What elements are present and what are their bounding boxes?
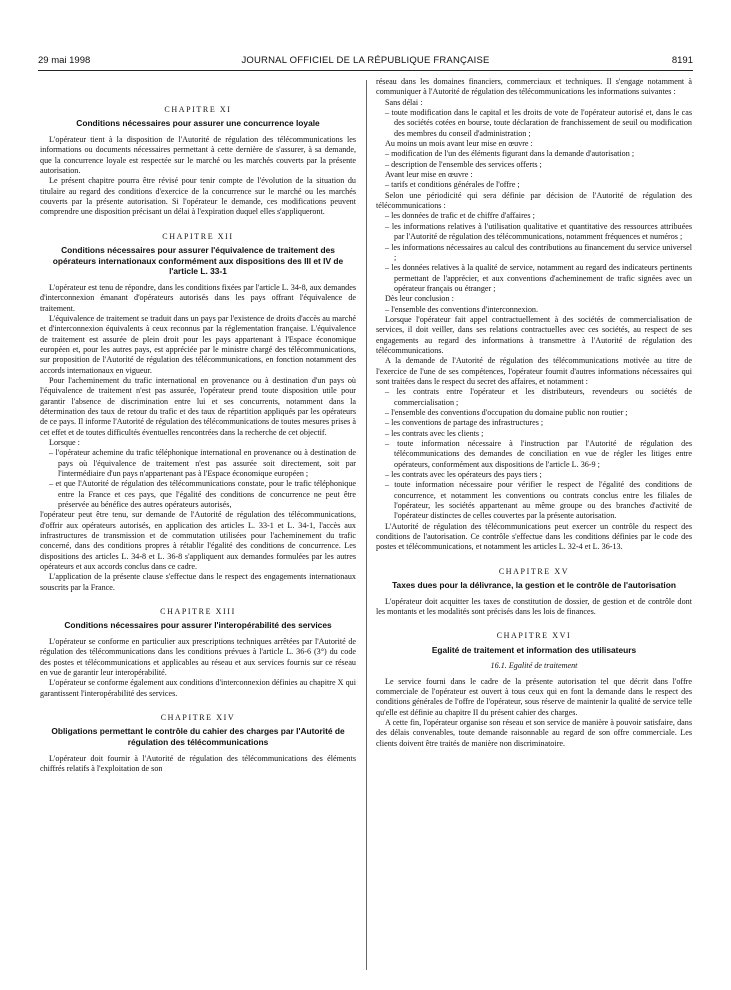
list-item: – les données relatives à la qualité de service, notamment au regard des indicateurs pertinents permettant de l'apprécier, et aux conventions d'acheminement de trafic signées avec un opérateur français ou étranger ; — [385, 263, 692, 293]
list-item: – les contrats entre l'opérateur et les distributeurs, revendeurs ou sociétés de commercialisation ; — [385, 387, 692, 407]
paragraph: A cette fin, l'opérateur organise son réseau et son service de manière à pouvoir satisfaire, dans des délais convenables, toute demande raisonnable au regard de son offre commerciale. Les clients doivent être traités de manière non discriminatoire. — [376, 718, 692, 748]
paragraph: Selon une périodicité qui sera définie par décision de l'Autorité de régulation des télécommunications : — [376, 190, 692, 211]
paragraph: réseau dans les domaines financiers, commerciaux et techniques. Il s'engage notamment à communiquer à l'Autorité de régulation des télécommunications les informations suivantes : — [376, 77, 692, 97]
section-subtitle: 16.1. Egalité de traitement — [490, 661, 578, 671]
journal-title: JOURNAL OFFICIEL DE LA RÉPUBLIQUE FRANÇAISE — [241, 55, 490, 66]
page-number: 8191 — [671, 55, 693, 66]
paragraph: A la demande de l'Autorité de régulation des télécommunications motivée au titre de l'exercice de l'une de ses compétences, l'opérateur fournit d'autres informations nécessaires qui sont traitées dans le respect du secret des affaires, et notamment : — [376, 356, 692, 386]
chapter-title: Conditions nécessaires pour assurer une concurrence loyale — [76, 118, 320, 129]
list-item: – les informations relatives à l'utilisation qualitative et quantitative des ressources attribuées par l'Autorité de régulation des télécommunications, notamment fréquences et numéros ; — [385, 221, 692, 242]
paragraph: Pour l'acheminement du trafic international en provenance ou à destination d'un pays où l'équivalence de traitement n'est pas assurée, l'opérateur prend toute disposition utile pour garantir l'absence de discrimination entre lui et ses concurrents, notamment dans la détermination des taux de retour du trafic et des taux de répartition appliqués par les opérateurs de ce pays. Il informe l'Autorité de régulation des télécommunications de toutes mesures prises à cet effet et de toutes difficultés éventuelles rencontrées dans la recherche de cet objectif. — [40, 375, 356, 437]
chapter-title: Taxes dues pour la délivrance, la gestion et le contrôle de l'autorisation — [392, 580, 676, 591]
list-item: – les contrats avec les clients ; — [385, 428, 484, 438]
paragraph: Au moins un mois avant leur mise en œuvre : — [385, 139, 533, 149]
chapter-label: CHAPITRE XV — [498, 566, 570, 576]
list-item: – toute modification dans le capital et les droits de vote de l'opérateur autorisé et, dans le cas des sociétés cotées en bourse, toute déclaration de franchissement de seuil ou modification des membres du conseil d'administration ; — [385, 108, 692, 138]
list-item: – les conventions de partage des infrastructures ; — [385, 418, 544, 428]
chapter-label: CHAPITRE XIII — [160, 607, 236, 617]
list-item: – tarifs et conditions générales de l'offre ; — [385, 180, 520, 190]
list-item: – les contrats avec les opérateurs des pays tiers ; — [385, 470, 542, 480]
paragraph: L'équivalence de traitement se traduit dans un pays par l'existence de droits d'accès au marché et d'interconnexion équivalents à ceux reconnus par la réglementation française. L'équivalence de traitement est assurée de plein droit pour les pays appartenant à l'Espace économique européen et, pour les autres pays, est appréciée par le ministre chargé des télécommunications, sur proposition de l'Autorité de régulation des télécommunications, en fonction notamment des accords internationaux en vigueur. — [40, 313, 356, 375]
paragraph: L'opérateur se conforme également aux conditions d'interconnexion définies au chapitre X qui garantissent l'interopérabilité des services. — [40, 678, 356, 698]
chapter-label: CHAPITRE XII — [162, 231, 234, 241]
list-item: – et que l'Autorité de régulation des télécommunications constate, pour le trafic téléphonique entre la France et ces pays, que l'égalité des conditions de concurrence ne peut être préservée au bénéfice des autres opérateurs autorisés, — [49, 479, 356, 510]
chapter-title: Egalité de traitement et information des utilisateurs — [431, 644, 637, 655]
paragraph: L'opérateur est tenu de répondre, dans les conditions fixées par l'article L. 34-8, aux demandes d'interconnexion émanant d'opérateurs autorisés dans les pays offrant l'équivalence de traitement. — [40, 282, 356, 313]
paragraph: l'opérateur peut être tenu, sur demande de l'Autorité de régulation des télécommunications, d'offrir aux opérateurs autorisés, en application des articles L. 33-1 et L. 34-1, l'accès aux infrastructures de transmission et de commutation utilisées pour l'acheminement du trafic concerné, dans des conditions propres à rétablir l'égalité des conditions de concurrence. Les dispositions des articles L. 34-8 et L. 36-8 s'appliquent aux demandes formulées par les autres opérateurs et aux accords conclus dans ce cadre. — [40, 510, 356, 572]
chapter-title: Conditions nécessaires pour assurer l'équivalence de traitement des opérateurs internationaux conformément aux dispositions des III et IV de l'article L. 33-1 — [52, 245, 344, 277]
chapter-label: CHAPITRE XVI — [496, 631, 572, 641]
paragraph: L'opérateur se conforme en particulier aux prescriptions techniques arrêtées par l'Autorité de régulation des télécommunications dans les conditions prévues à l'article L. 36-6 (3°) du code des postes et télécommunications et applicables au réseau et aux services fournis sur ce réseau en vue de garantir leur interopérabilité. — [40, 637, 356, 678]
list-item: – description de l'ensemble des services offerts ; — [385, 159, 542, 169]
paragraph: L'opérateur tient à la disposition de l'Autorité de régulation des télécommunications les informations ou documents nécessaires permettant à cette dernière de s'assurer, à sa demande, que la concurrence loyale est respectée sur le marché ou les marchés couverts par la présente autorisation. — [40, 134, 356, 175]
header-date: 29 mai 1998 — [38, 55, 91, 66]
chapter-label: CHAPITRE XI — [164, 105, 232, 114]
paragraph: L'Autorité de régulation des télécommunications peut exercer un contrôle du respect des conditions de l'autorisation. Ce contrôle s'effectue dans les conditions définies par le code des postes et télécommunications, et notamment les articles L. 32-4 et L. 36-13. — [376, 521, 692, 552]
list-item: – l'opérateur achemine du trafic téléphonique international en provenance ou à destination de pays où l'équivalence de traitement n'est pas assurée soit directement, soit par l'intermédiaire d'un pays n'appartenant pas à l'Espace économique européen ; — [49, 448, 356, 478]
chapter-title: Obligations permettant le contrôle du cahier des charges par l'Autorité de régulation des télécommunications — [51, 726, 345, 748]
list-item: – les données de trafic et de chiffre d'affaires ; — [385, 211, 535, 221]
left-column — [40, 77, 356, 774]
paragraph: Lorsque l'opérateur fait appel contractuellement à des sociétés de commercialisation de services, il doit veiller, dans ses relations contractuelles avec ces sociétés, au respect de ses engagements au regard des informations à transmettre à l'Autorité de régulation des télécommunications. — [376, 314, 692, 355]
paragraph: Le présent chapitre pourra être révisé pour tenir compte de l'évolution de la situation du titulaire au regard des conditions d'exercice de la concurrence sur le marché ou les marchés couverts par la présente autorisation. Si l'opérateur le demande, ces modifications peuvent comprendre une disposition précisant un délai à l'expiration duquel elles s'appliqueront. — [40, 176, 356, 217]
chapter-title: Conditions nécessaires pour assurer l'interopérabilité des services — [64, 620, 332, 631]
paragraph: Avant leur mise en œuvre : — [385, 170, 473, 180]
column-divider — [366, 80, 367, 970]
list-item: – l'ensemble des conventions d'occupation du domaine public non routier ; — [385, 408, 628, 417]
page-header — [38, 55, 693, 69]
paragraph: L'opérateur doit acquitter les taxes de constitution de dossier, de gestion et de contrôle dont les montants et les modalités sont précisés dans les lois de finances. — [376, 596, 692, 617]
right-column — [376, 77, 692, 749]
paragraph: L'application de la présente clause s'effectue dans le respect des engagements internationaux souscrits par la France. — [40, 572, 356, 592]
chapter-label: CHAPITRE XIV — [160, 713, 236, 723]
paragraph: L'opérateur doit fournir à l'Autorité de régulation des télécommunications des éléments chiffrés relatifs à l'exploitation de son — [40, 753, 356, 773]
list-item: – toute information nécessaire à l'instruction par l'Autorité de régulation des télécommunications des demandes de conciliation en vue de régler les litiges entre opérateurs, conformément aux dispositions de l'article L. 36-9 ; — [385, 439, 692, 469]
list-item: – l'ensemble des conventions d'interconnexion. — [385, 304, 538, 314]
list-item: – toute information nécessaire pour vérifier le respect de l'égalité des conditions de concurrence, et notamment les conventions ou contrats conclus entre les filiales de l'opérateur, les sociétés appartenant au même groupe ou des branches d'activité de l'opérateur distinctes de celles couvertes par la présente autorisation. — [385, 480, 692, 521]
paragraph: Dès leur conclusion : — [385, 294, 454, 304]
paragraph: Sans délai : — [385, 97, 423, 107]
list-item: – les informations nécessaires au calcul des contributions au financement du service universel ; — [385, 242, 692, 262]
paragraph: Lorsque : — [49, 437, 80, 447]
list-item: – modification de l'un des éléments figurant dans la demande d'autorisation ; — [385, 149, 635, 159]
header-rule — [38, 70, 693, 71]
paragraph: Le service fourni dans le cadre de la présente autorisation tel que décrit dans l'offre commerciale de l'opérateur est ouvert à tous ceux qui en font la demande dans le respect des conditions générales de l'offre de l'opérateur, sous réserve de maintenir la qualité de service telle qu'elle est définie au chapitre II du présent cahier des charges. — [376, 676, 692, 717]
